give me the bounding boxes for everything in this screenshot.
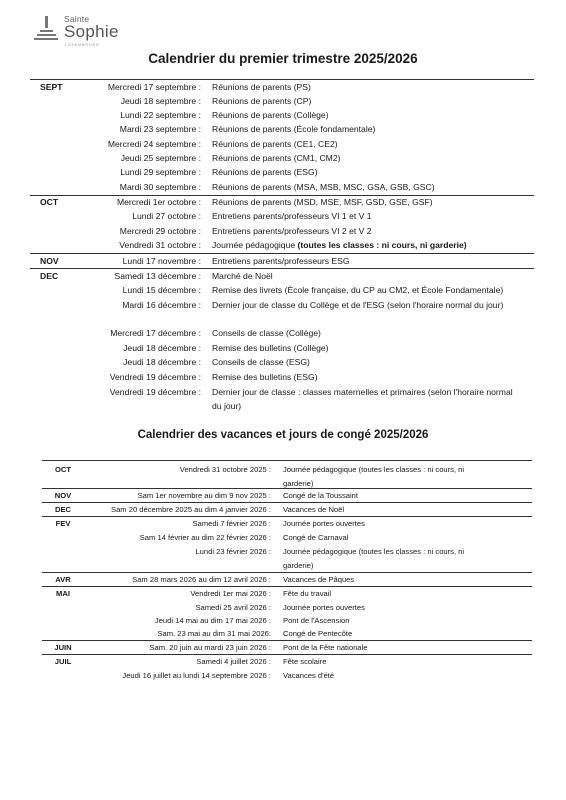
month-label: DEC (40, 271, 59, 281)
event-description: Marché de Noël (212, 271, 273, 281)
event-description: Vacances d'été (283, 671, 335, 680)
date-label: Sam 14 février au dim 22 février 2026 : (139, 533, 271, 542)
date-label: Vendredi 31 octobre : (119, 240, 201, 250)
event-description: Réunions de parents (MSA, MSB, MSC, GSA, GSB, GSC) (212, 182, 435, 192)
date-label: Samedi 7 février 2026 : (192, 519, 271, 528)
date-label: Mercredi 17 décembre : (110, 328, 201, 338)
event-description: Entretiens parents/professeurs ESG (212, 256, 350, 266)
row-divider (42, 586, 532, 587)
date-label: Samedi 4 juillet 2026 : (196, 657, 271, 666)
date-label: Sam 1er novembre au dim 9 nov 2025 : (137, 491, 271, 500)
row-divider (42, 572, 532, 573)
month-label: MAI (56, 589, 70, 598)
row-divider (30, 268, 534, 269)
date-label: Jeudi 18 septembre : (120, 96, 201, 106)
event-description: Conseils de classe (Collège) (212, 328, 321, 338)
date-label: Mercredi 29 octobre : (119, 226, 201, 236)
date-label: Samedi 13 décembre : (114, 271, 201, 281)
row-divider (42, 654, 532, 655)
row-divider (30, 79, 534, 80)
event-description: Réunions de parents (MSD, MSE, MSF, GSD, GSE, GSF) (212, 197, 433, 207)
date-label: Jeudi 16 juillet au lundi 14 septembre 2026 : (122, 671, 271, 680)
month-label: OCT (40, 197, 59, 207)
event-description: Journée portes ouvertes (283, 519, 365, 528)
month-label: DEC (54, 505, 72, 514)
event-description: Dernier jour de classe : classes maternelles et primaires (selon l'horaire normal du jour) (212, 387, 513, 411)
date-label: Mardi 23 septembre : (119, 124, 201, 134)
event-description: Réunions de parents (ESG) (212, 167, 318, 177)
month-label: FEV (55, 519, 71, 528)
event-description: Remise des bulletins (ESG) (212, 372, 318, 382)
date-label: Lundi 22 septembre : (120, 110, 201, 120)
row-divider (42, 488, 532, 489)
event-description: Réunions de parents (CP) (212, 96, 312, 106)
event-description: Conseils de classe (ESG) (212, 357, 310, 367)
date-label: Mercredi 1er octobre : (116, 197, 201, 207)
date-label: Vendredi 19 décembre : (109, 387, 201, 397)
month-label: NOV (40, 256, 59, 266)
logo-text-tiny: LUXEMBOURG (65, 43, 100, 47)
date-label: Mardi 16 décembre : (122, 300, 201, 310)
logo-text-big: Sophie (64, 22, 119, 41)
event-description: Congé de Pentecôte (283, 629, 353, 638)
logo-stack-icon (34, 14, 58, 44)
date-label: Jeudi 18 décembre : (123, 357, 201, 367)
row-divider (42, 460, 532, 461)
date-label: Lundi 27 octobre : (132, 211, 201, 221)
date-label: Mercredi 24 septembre : (107, 139, 201, 149)
event-description: Entretiens parents/professeurs VI 1 et V 1 (212, 211, 372, 221)
event-description: Pont de la Fête nationale (283, 643, 368, 652)
event-description: Réunions de parents (CE1, CE2) (212, 139, 338, 149)
date-label: Sam. 20 juin au mardi 23 juin 2026 : (149, 643, 271, 652)
month-label: NOV (54, 491, 72, 500)
logo-text-small: Sainte (64, 14, 90, 24)
date-label: Jeudi 14 mai au dim 17 mai 2026 : (154, 616, 271, 625)
event-description: Journée pédagogique (toutes les classes : ni cours, ni garderie) (283, 465, 465, 488)
date-label: Mardi 30 septembre : (119, 182, 201, 192)
event-description: Vacances de Noël (283, 505, 345, 514)
event-description: Journée pédagogique (toutes les classes : ni cours, ni garderie) (212, 240, 467, 250)
date-label: Sam 20 décembre 2025 au dim 4 janvier 2026 : (111, 505, 271, 514)
date-label: Jeudi 18 décembre : (123, 343, 201, 353)
date-label: Sam. 23 mai au dim 31 mai 2026: (157, 629, 271, 638)
date-label: Lundi 29 septembre : (120, 167, 201, 177)
month-label: AVR (55, 575, 71, 584)
row-divider (42, 502, 532, 503)
event-description: Journée portes ouvertes (283, 603, 365, 612)
row-divider (42, 516, 532, 517)
month-label: SEPT (40, 82, 63, 92)
month-label: OCT (54, 465, 72, 474)
event-description: Congé de la Toussaint (283, 491, 359, 500)
event-description: Entretiens parents/professeurs VI 2 et V 2 (212, 226, 372, 236)
month-label: JUIL (54, 657, 72, 666)
event-description: Remise des bulletins (Collège) (212, 343, 329, 353)
vacances-title: Calendrier des vacances et jours de congé 2025/2026 (137, 429, 429, 441)
event-description: Fête scolaire (283, 657, 327, 666)
row-divider (42, 640, 532, 641)
row-divider (30, 253, 534, 254)
date-label: Samedi 25 avril 2026 : (195, 603, 271, 612)
event-description: Réunions de parents (PS) (212, 82, 311, 92)
date-label: Lundi 17 novembre : (122, 256, 201, 266)
month-label: JUIN (54, 643, 72, 652)
school-logo (34, 14, 144, 50)
event-description-bold: (toutes les classes : ni cours, ni garderie) (297, 240, 467, 250)
event-description: Remise des livrets (École française, du CP au CM2, et École Fondamentale) (212, 285, 504, 295)
event-description: Congé de Carnaval (283, 533, 349, 542)
date-label: Mercredi 17 septembre : (107, 82, 201, 92)
event-description: Pont de l'Ascension (283, 616, 350, 625)
date-label: Sam 28 mars 2026 au dim 12 avril 2026 : (132, 575, 271, 584)
event-description: Vacances de Pâques (283, 575, 355, 584)
date-label: Lundi 23 février 2026 : (195, 547, 271, 556)
event-description: Journée pédagogique (toutes les classes : ni cours, ni garderie) (283, 547, 465, 570)
date-label: Vendredi 31 octobre 2025 : (179, 465, 271, 474)
event-description: Réunions de parents (École fondamentale) (212, 124, 376, 134)
event-description: Réunions de parents (CM1, CM2) (212, 153, 341, 163)
date-label: Jeudi 25 septembre : (120, 153, 201, 163)
date-label: Vendredi 19 décembre : (109, 372, 201, 382)
event-description: Fête du travail (283, 589, 332, 598)
date-label: Vendredi 1er mai 2026 : (190, 589, 271, 598)
trimestre-title: Calendrier du premier trimestre 2025/2026 (148, 51, 418, 66)
row-divider (30, 195, 534, 196)
event-description: Réunions de parents (Collège) (212, 110, 329, 120)
event-description: Dernier jour de classe du Collège et de l'ESG (selon l'horaire normal du jour) (212, 300, 504, 310)
date-label: Lundi 15 décembre : (122, 285, 201, 295)
